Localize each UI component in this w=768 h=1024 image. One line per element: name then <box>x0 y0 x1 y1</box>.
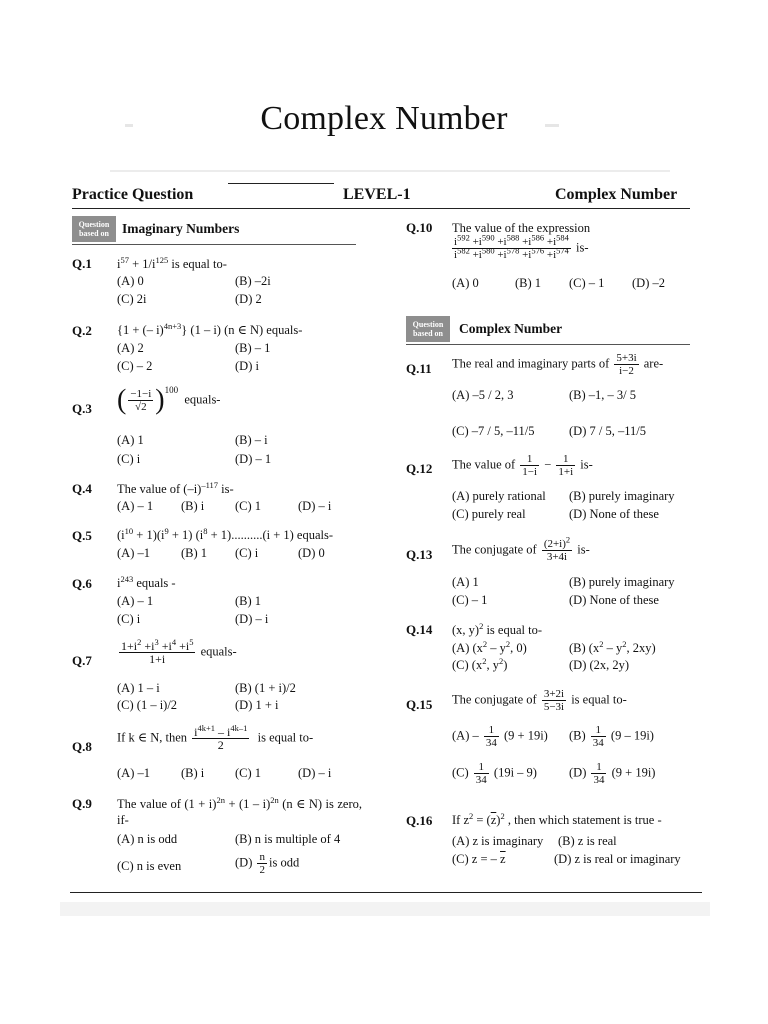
option-b: (B) ($x^2 - y^2$, 2xy) <box>569 638 656 655</box>
option-b: (B) z is real <box>558 834 617 848</box>
question-text: If $z^2 = (\overline{z})^2$ , then which statement is true - <box>452 810 662 827</box>
option-b: (B) purely imaginary <box>569 489 675 503</box>
option-c: (C) purely real <box>452 507 526 521</box>
question-text: $i^{243}$ equals - <box>117 573 176 590</box>
page-title: Complex Number <box>260 100 508 137</box>
option-a: (A) purely rational <box>452 489 546 503</box>
option-d: (D) i <box>235 359 259 373</box>
option-c: (C) (1 – i)/2 <box>117 698 178 712</box>
option-c: (C) – 2 <box>117 359 153 373</box>
question-text: The value of $(-i)^{-117}$ is- <box>117 479 234 496</box>
question-text: The conjugate of $\frac{3+2i}{5-3i}$ is equal to- <box>452 688 627 713</box>
section-rule <box>406 344 690 345</box>
option-c: (C) ($x^2$, $y^2$) <box>452 655 508 672</box>
question-text: ( $\frac{-1-i}{√2}$ )$^{100}$ equals- <box>117 384 221 416</box>
question-number: Q.6 <box>72 576 92 591</box>
question-number: Q.8 <box>72 739 92 754</box>
question-text: {1 + (– i)$^{4n+3}$} (1 – i) (n ∈ N) equals- <box>117 320 303 337</box>
option-c: (C) $\frac{1}{34}$ (19i – 9) <box>452 761 537 786</box>
question-number: Q.5 <box>72 528 92 543</box>
option-b: (B) – i <box>235 433 268 447</box>
section-title: Complex Number <box>459 321 563 336</box>
scan-mark <box>125 124 133 127</box>
option-b: (B) n is multiple of 4 <box>235 832 341 846</box>
option-a: (A) – 1 <box>117 499 154 513</box>
question-number: Q.12 <box>406 461 433 476</box>
option-c: (C) – 1 <box>569 276 605 290</box>
question-number: Q.14 <box>406 622 433 637</box>
question-text: The value of $(1 + i)^{2n} + (1 - i)^{2n}$ (n ∈ N) is zero, if- <box>117 794 363 827</box>
option-c: (C) i <box>117 612 141 626</box>
question-number: Q.4 <box>72 481 92 496</box>
option-c: (C) 1 <box>235 766 262 780</box>
option-b: (B) 1 <box>515 276 542 290</box>
header-left: Practice Question <box>72 186 194 203</box>
option-b: (B) – 1 <box>235 341 271 355</box>
question-number: Q.16 <box>406 813 433 828</box>
question-text: $i^{57} + 1/i^{125}$ is equal to- <box>117 254 227 271</box>
section-title: Imaginary Numbers <box>122 221 240 236</box>
option-c: (C) i <box>117 452 141 466</box>
option-a: (A) n is odd <box>117 832 178 846</box>
question-text: The value of $\frac{1}{1-i}$ − $\frac{1}{1+i}$ is- <box>452 453 593 478</box>
question-number: Q.13 <box>406 547 433 562</box>
header-rule <box>72 208 690 209</box>
option-c: (C) n is even <box>117 859 182 873</box>
option-d: (D) z is real or imaginary <box>554 852 681 866</box>
option-a: (A) ($x^2 - y^2$, 0) <box>452 638 527 655</box>
scan-mark <box>545 124 559 127</box>
option-b: (B) i <box>181 499 205 513</box>
option-d: (D) None of these <box>569 593 659 607</box>
option-d: (D) – i <box>298 766 332 780</box>
option-a: (A) 1 <box>117 433 144 447</box>
option-b: (B) –1, – 3/ 5 <box>569 388 637 402</box>
question-number: Q.2 <box>72 323 92 338</box>
option-a: (A) 1 <box>452 575 479 589</box>
option-d: (D) $\frac{1}{34}$ (9 + 19i) <box>569 761 656 786</box>
question-text: $(i^{10} + 1)(i^9 + 1) (i^8 + 1)..........(i + 1)$ equals- <box>117 525 334 542</box>
question-tag: Question based on <box>406 316 450 342</box>
question-text: The real and imaginary parts of $\frac{5+3i}{i-2}$ are- <box>452 352 664 377</box>
option-a: (A) 1 – i <box>117 681 160 695</box>
question-number: Q.15 <box>406 697 433 712</box>
option-d: (D) –2 <box>632 276 665 290</box>
option-a: (A) – $\frac{1}{34}$ (9 + 19i) <box>452 724 548 749</box>
question-text: If k ∈ N, then $\frac{i^{4k+1} - i^{4k-1}}{2}$ is equal to- <box>117 723 314 752</box>
question-number: Q.7 <box>72 653 92 668</box>
option-b: (B) (1 + i)/2 <box>235 681 296 695</box>
option-a: (A) –5 / 2, 3 <box>452 388 514 402</box>
question-text: The value of the expression <box>452 221 591 235</box>
header-right: Complex Number <box>555 186 678 203</box>
option-d: (D) – i <box>235 612 269 626</box>
question-number: Q.1 <box>72 256 92 271</box>
question-number: Q.10 <box>406 220 433 235</box>
option-c: (C) 1 <box>235 499 262 513</box>
option-a: (A) 2 <box>117 341 144 355</box>
question-text: $\frac{1+i^2 +i^3 +i^4 +i^5}{1+i}$ equals- <box>121 637 237 666</box>
option-c: (C) i <box>235 546 259 560</box>
header-rule-top <box>228 183 334 184</box>
question-expression: $\frac{i^{592} +i^{590} +i^{588} +i^{586} +i^{584}}{i^{582} +i^{580} +i^{578} +i^{576} +i^{574}}$ is- <box>454 232 589 261</box>
question-number: Q.3 <box>72 401 92 416</box>
option-b: (B) 1 <box>235 594 262 608</box>
section-rule <box>72 244 356 245</box>
option-d: (D) 0 <box>298 546 325 560</box>
option-a: (A) – 1 <box>117 594 154 608</box>
option-a: (A) –1 <box>117 766 150 780</box>
scan-mark <box>110 170 670 172</box>
option-b: (B) 1 <box>181 546 208 560</box>
option-d: (D) – i <box>298 499 332 513</box>
option-d: (D) $\frac{n}{2}$ is odd <box>235 851 300 876</box>
question-text: The conjugate of $\frac{(2+i)^2}{3+4i}$ is- <box>452 534 590 563</box>
question-tag: Question based on <box>72 216 116 242</box>
header-center: LEVEL-1 <box>343 186 411 203</box>
option-a: (A) 0 <box>117 274 144 288</box>
option-b: (B) i <box>181 766 205 780</box>
question-number: Q.9 <box>72 796 92 811</box>
option-d: (D) (2x, 2y) <box>569 658 630 672</box>
option-b: (B) –2i <box>235 274 271 288</box>
option-b: (B) $\frac{1}{34}$ (9 – 19i) <box>569 724 654 749</box>
option-a: (A) 0 <box>452 276 479 290</box>
option-d: (D) 2 <box>235 292 262 306</box>
option-a: (A) –1 <box>117 546 150 560</box>
question-text: (x, y)$^2$ is equal to- <box>452 620 542 637</box>
option-a: (A) z is imaginary <box>452 834 544 848</box>
option-d: (D) None of these <box>569 507 659 521</box>
option-d: (D) 1 + i <box>235 698 279 712</box>
option-c: (C) z = – $\overline{z}$ <box>452 852 506 866</box>
option-b: (B) purely imaginary <box>569 575 675 589</box>
footer-rule <box>70 892 702 893</box>
question-number: Q.11 <box>406 361 432 376</box>
option-d: (D) 7 / 5, –11/5 <box>569 424 646 438</box>
option-d: (D) – 1 <box>235 452 272 466</box>
option-c: (C) –7 / 5, –11/5 <box>452 424 535 438</box>
option-c: (C) – 1 <box>452 593 488 607</box>
scan-mark <box>60 902 710 916</box>
option-c: (C) 2i <box>117 292 147 306</box>
